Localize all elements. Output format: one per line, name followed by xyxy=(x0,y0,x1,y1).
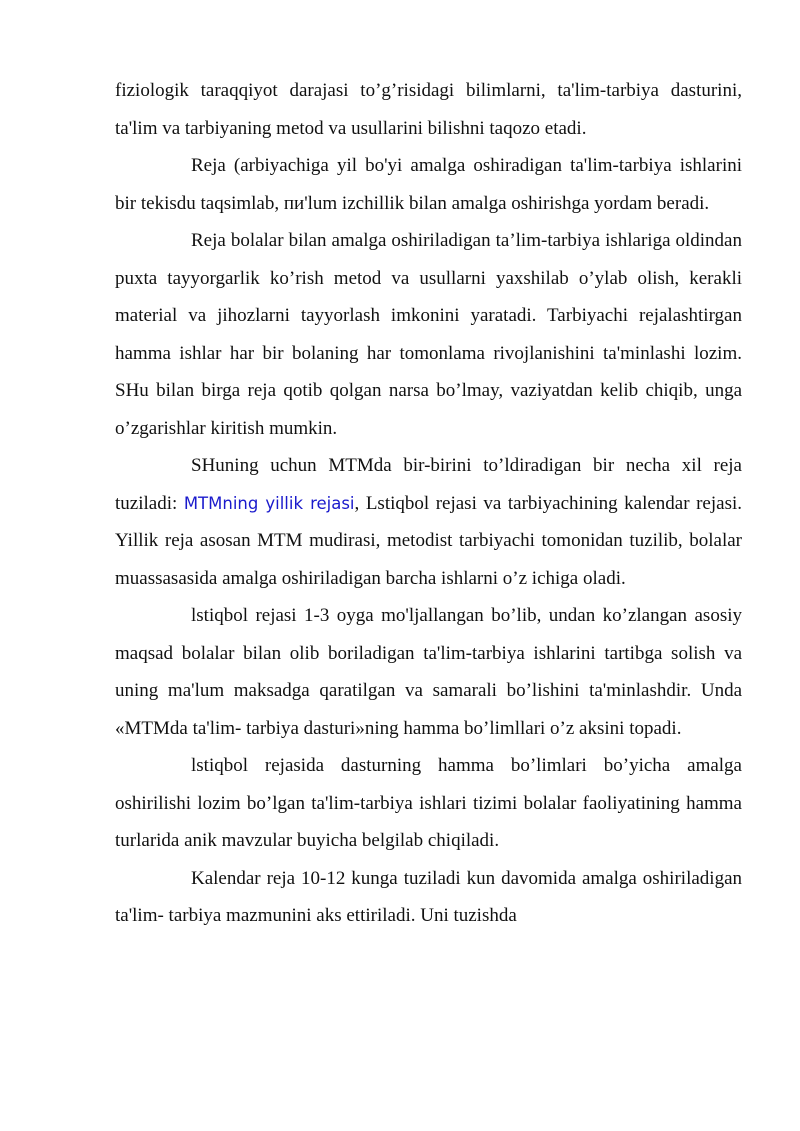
paragraph-7: Kalendar reja 10-12 kunga tuziladi kun davomida amalga oshiriladigan ta'lim- tarbiya mazmunini aks ettiriladi. Uni tuzishda xyxy=(115,867,742,926)
paragraph-4 xyxy=(115,447,742,597)
document-page xyxy=(115,72,742,935)
yillik-reja-link[interactable]: MTMning yillik rejasi xyxy=(183,493,355,513)
paragraph-4-start: SHuning uchun MTMda bir-birini to’ldiradigan bir necha xil reja tuziladi: xyxy=(115,455,742,514)
paragraph-5: lstiqbol rejasi 1-3 oyga mo'ljallangan bo’lib, undan ko’zlangan asosiy maqsad bolalar bilan olib boriladigan ta'lim-tarbiya ishlarini tartibga solish va uning ma'lum maksadga qaratilgan va samarali bo’lishini ta'minlashdir. Unda «MTMda ta'lim- tarbiya dasturi»ning hamma bo’limllari o’z aksini topadi. xyxy=(115,605,742,739)
paragraph-6: lstiqbol rejasida dasturning hamma bo’limlari bo’yicha amalga oshirilishi lozim bo’lgan ta'lim-tarbiya ishlari tizimi bolalar faoliyatining hamma turlarida anik mavzular buyicha belgilab chiqiladi. xyxy=(115,755,742,851)
paragraph-4-end: , Lstiqbol rejasi va tarbiyachining kalendar rejasi. Yillik reja asosan MTM mudirasi, metodist tarbiyachi tomonidan tuzilib, bolalar muassasasida amalga oshiriladigan barcha ishlarni o’z ichiga oladi. xyxy=(115,492,742,589)
paragraph-2: Reja (arbiyachiga yil bo'yi amalga oshiradigan ta'lim-tarbiya ishlarini bir tekisdu taqsimlab, пи'lum izchillik bilan amalga oshirishga yordam beradi. xyxy=(115,155,742,214)
paragraph-1: fiziologik taraqqiyot darajasi to’g’risidagi bilimlarni, ta'lim-tarbiya dasturini, ta'lim va tarbiyaning metod va usullarini bilishni taqozo etadi. xyxy=(115,80,742,139)
paragraph-3: Reja bolalar bilan amalga oshiriladigan ta’lim-tarbiya ishlariga oldindan puxta tayyorgarlik ko’rish metod va usullarni yaxshilab o’ylab olish, kerakli material va jihozlarni tayyorlash imkonini yaratadi. Tarbiyachi rejalashtirgan hamma ishlar har bir bolaning har tomonlama rivojlanishini ta'minlashi lozim. SHu bilan birga reja qotib qolgan narsa bo’lmay, vaziyatdan kelib chiqib, unga o’zgarishlar kiritish mumkin. xyxy=(115,230,742,439)
